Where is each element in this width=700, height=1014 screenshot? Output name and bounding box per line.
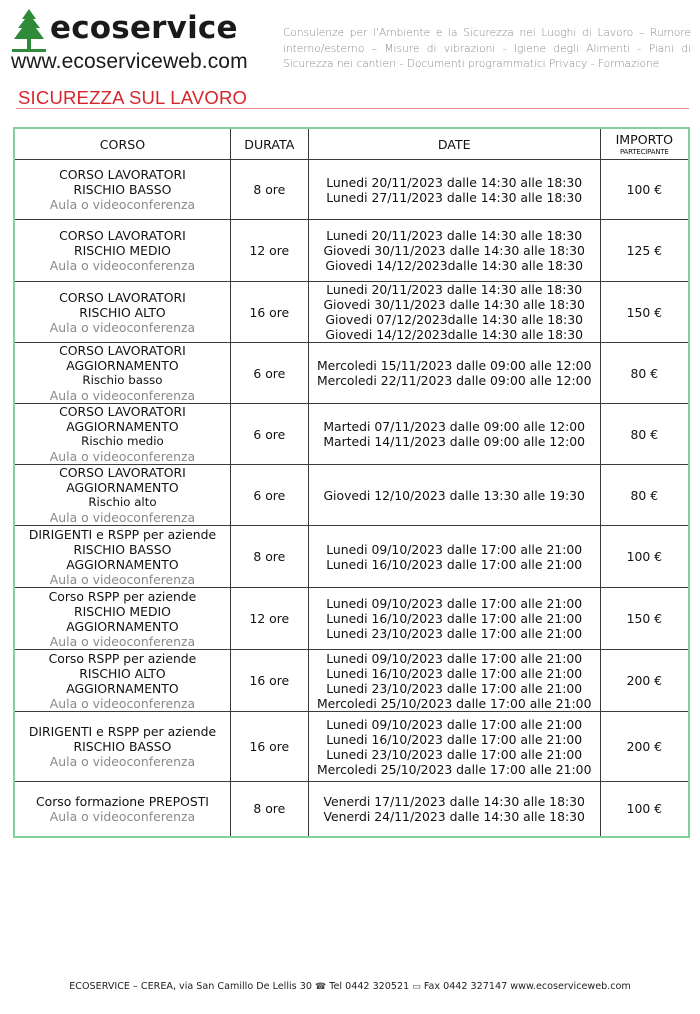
- date-line: Lunedi 20/11/2023 dalle 14:30 alle 18:30: [326, 282, 583, 297]
- cell-importo: 125 €: [600, 220, 689, 282]
- cell-corso: [14, 782, 230, 837]
- cell-durata: 6 ore: [230, 343, 308, 404]
- course-name-line: AGGIORNAMENTO: [66, 618, 179, 634]
- cell-corso: [14, 282, 230, 343]
- course-mode: Aula o videoconferenza: [49, 754, 196, 769]
- cell-corso: [14, 220, 230, 282]
- date-line: Lunedi 16/10/2023 dalle 17:00 alle 21:00: [326, 665, 583, 681]
- date-line: Giovedi 30/11/2023 dalle 14:30 alle 18:30: [323, 297, 585, 312]
- date-line: Venerdi 24/11/2023 dalle 14:30 alle 18:30: [323, 808, 585, 824]
- course-name-line: Corso RSPP per aziende: [48, 588, 197, 604]
- date-line: Mercoledi 25/10/2023 dalle 17:00 alle 21:00: [316, 761, 592, 777]
- header-corso: CORSO: [14, 128, 230, 160]
- cell-date: [308, 650, 600, 712]
- cell-date: [308, 712, 600, 782]
- date-line: Giovedi 12/10/2023 dalle 13:30 alle 19:30: [323, 487, 585, 503]
- course-name-line: AGGIORNAMENTO: [66, 680, 179, 696]
- footer-fax: Fax 0442 327147: [423, 981, 508, 992]
- letterhead: [10, 6, 690, 76]
- cell-importo: 100 €: [600, 526, 689, 588]
- cell-importo: 200 €: [600, 650, 689, 712]
- cell-corso: [14, 650, 230, 712]
- date-line: Lunedi 23/10/2023 dalle 17:00 alle 21:00: [326, 626, 583, 641]
- cell-durata: 8 ore: [230, 782, 308, 837]
- cell-date: [308, 404, 600, 465]
- cell-importo: 80 €: [600, 343, 689, 404]
- cell-durata: 6 ore: [230, 404, 308, 465]
- date-line: Mercoledi 25/10/2023 dalle 17:00 alle 21:00: [316, 695, 592, 711]
- cell-durata: 12 ore: [230, 220, 308, 282]
- date-line: Mercoledi 22/11/2023 dalle 09:00 alle 12:00: [316, 373, 592, 388]
- cell-date: [308, 526, 600, 588]
- course-mode: Aula o videoconferenza: [49, 510, 196, 525]
- header-importo-label: IMPORTO: [615, 131, 674, 147]
- cell-date: [308, 588, 600, 650]
- date-line: Lunedi 09/10/2023 dalle 17:00 alle 21:00: [326, 596, 583, 611]
- cell-importo: 150 €: [600, 282, 689, 343]
- header-durata: DURATA: [230, 128, 308, 160]
- table-row: [14, 782, 689, 837]
- course-name-line: CORSO LAVORATORI: [59, 228, 186, 243]
- cell-durata: 16 ore: [230, 282, 308, 343]
- cell-corso: [14, 465, 230, 526]
- table-row: [14, 343, 689, 404]
- date-line: Lunedi 23/10/2023 dalle 17:00 alle 21:00: [326, 746, 583, 762]
- course-mode: Aula o videoconferenza: [49, 633, 196, 649]
- header-date: DATE: [308, 128, 600, 160]
- date-line: Lunedi 16/10/2023 dalle 17:00 alle 21:00: [326, 556, 583, 572]
- course-mode: Aula o videoconferenza: [49, 197, 196, 212]
- course-name-line: AGGIORNAMENTO: [66, 480, 179, 495]
- cell-date: [308, 220, 600, 282]
- title-divider: [16, 108, 689, 109]
- cell-durata: 16 ore: [230, 712, 308, 782]
- cell-date: [308, 160, 600, 220]
- date-line: Lunedi 09/10/2023 dalle 17:00 alle 21:00: [326, 650, 583, 666]
- course-name-line: CORSO LAVORATORI: [59, 289, 186, 305]
- course-name-line: RISCHIO BASSO: [73, 182, 172, 197]
- cell-importo: 80 €: [600, 465, 689, 526]
- header-importo: [600, 128, 689, 160]
- table-row: [14, 282, 689, 343]
- date-line: Martedi 07/11/2023 dalle 09:00 alle 12:00: [323, 419, 586, 434]
- course-mode: Aula o videoconferenza: [49, 319, 196, 335]
- date-line: Lunedi 20/11/2023 dalle 14:30 alle 18:30: [326, 174, 583, 190]
- table-row: [14, 160, 689, 220]
- footer-phone: Tel 0442 320521: [329, 981, 410, 992]
- course-name-line: Rischio medio: [81, 434, 164, 448]
- tagline: Consulenze per l'Ambiente e la Sicurezza nei Luoghi di Lavoro – Rumore interno/esterno – Misure di vibrazioni - Igiene degli Alimenti - Piani di Sicurezza nei cantieri - Documenti programmatici Privacy - Formazione: [283, 27, 691, 70]
- section-title: SICUREZZA SUL LAVORO: [18, 87, 248, 108]
- phone-icon: ☎: [314, 982, 327, 992]
- course-name-line: AGGIORNAMENTO: [66, 419, 179, 434]
- course-name-line: AGGIORNAMENTO: [66, 358, 179, 373]
- course-mode: Aula o videoconferenza: [49, 449, 196, 464]
- cell-date: [308, 782, 600, 837]
- course-mode: Aula o videoconferenza: [49, 808, 196, 824]
- course-mode: Aula o videoconferenza: [49, 695, 196, 711]
- course-name-line: Rischio alto: [88, 495, 157, 509]
- cell-date: [308, 343, 600, 404]
- brand-url[interactable]: www.ecoserviceweb.com: [11, 50, 248, 73]
- cell-corso: [14, 404, 230, 465]
- course-name-line: RISCHIO BASSO: [73, 739, 172, 754]
- course-name-line: CORSO LAVORATORI: [59, 343, 186, 358]
- course-name-line: RISCHIO BASSO: [73, 541, 172, 557]
- brand-name: ecoservice: [50, 10, 238, 46]
- cell-importo: 200 €: [600, 712, 689, 782]
- course-name-line: DIRIGENTI e RSPP per aziende: [28, 724, 217, 739]
- course-mode: Aula o videoconferenza: [49, 571, 196, 587]
- date-line: Lunedi 23/10/2023 dalle 17:00 alle 21:00: [326, 680, 583, 696]
- tree-logo-icon: [12, 8, 46, 52]
- table-row: [14, 465, 689, 526]
- course-name-line: Corso formazione PREPOSTI: [35, 793, 209, 809]
- cell-corso: [14, 712, 230, 782]
- cell-durata: 16 ore: [230, 650, 308, 712]
- table-row: [14, 220, 689, 282]
- footer: [0, 981, 700, 992]
- table-header-row: [14, 128, 689, 160]
- courses-table: [13, 127, 690, 838]
- date-line: Lunedi 20/11/2023 dalle 14:30 alle 18:30: [326, 228, 583, 243]
- cell-importo: 100 €: [600, 160, 689, 220]
- cell-durata: 8 ore: [230, 160, 308, 220]
- cell-durata: 6 ore: [230, 465, 308, 526]
- header-importo-sub: PARTECIPANTE: [619, 147, 669, 156]
- date-line: Giovedi 14/12/2023dalle 14:30 alle 18:30: [325, 327, 583, 342]
- fax-icon: ▭: [412, 982, 421, 992]
- table-row: [14, 650, 689, 712]
- cell-corso: [14, 588, 230, 650]
- course-name-line: DIRIGENTI e RSPP per aziende: [28, 526, 217, 542]
- course-name-line: Corso RSPP per aziende: [48, 650, 197, 666]
- date-line: Lunedi 09/10/2023 dalle 17:00 alle 21:00: [326, 716, 583, 732]
- cell-date: [308, 282, 600, 343]
- table-row: [14, 712, 689, 782]
- date-line: Lunedi 16/10/2023 dalle 17:00 alle 21:00: [326, 731, 583, 747]
- course-name-line: AGGIORNAMENTO: [66, 556, 179, 572]
- courses-body: [14, 160, 689, 837]
- cell-durata: 8 ore: [230, 526, 308, 588]
- cell-corso: [14, 160, 230, 220]
- date-line: Martedi 14/11/2023 dalle 09:00 alle 12:00: [323, 434, 586, 449]
- date-line: Mercoledi 15/11/2023 dalle 09:00 alle 12:00: [316, 358, 592, 373]
- cell-importo: 150 €: [600, 588, 689, 650]
- course-name-line: CORSO LAVORATORI: [59, 465, 186, 480]
- cell-importo: 100 €: [600, 782, 689, 837]
- date-line: Giovedi 14/12/2023dalle 14:30 alle 18:30: [325, 258, 583, 273]
- date-line: Giovedi 30/11/2023 dalle 14:30 alle 18:30: [323, 243, 585, 258]
- date-line: Giovedi 07/12/2023dalle 14:30 alle 18:30: [325, 312, 583, 327]
- course-name-line: CORSO LAVORATORI: [59, 167, 186, 182]
- cell-corso: [14, 343, 230, 404]
- footer-address: ECOSERVICE – CEREA, via San Camillo De Lellis 30: [69, 981, 312, 992]
- date-line: Lunedi 16/10/2023 dalle 17:00 alle 21:00: [326, 611, 583, 626]
- date-line: Venerdi 17/11/2023 dalle 14:30 alle 18:30: [323, 793, 585, 809]
- cell-corso: [14, 526, 230, 588]
- cell-date: [308, 465, 600, 526]
- footer-web[interactable]: www.ecoserviceweb.com: [510, 981, 631, 992]
- course-name-line: RISCHIO MEDIO: [73, 603, 171, 619]
- table-row: [14, 404, 689, 465]
- course-name-line: RISCHIO ALTO: [79, 304, 166, 320]
- date-line: Lunedi 27/11/2023 dalle 14:30 alle 18:30: [326, 189, 583, 205]
- course-mode: Aula o videoconferenza: [49, 258, 196, 273]
- cell-durata: 12 ore: [230, 588, 308, 650]
- course-name-line: RISCHIO MEDIO: [73, 243, 171, 258]
- course-name-line: RISCHIO ALTO: [79, 665, 166, 681]
- course-name-line: Rischio basso: [82, 373, 163, 387]
- table-row: [14, 526, 689, 588]
- table-row: [14, 588, 689, 650]
- date-line: Lunedi 09/10/2023 dalle 17:00 alle 21:00: [326, 541, 583, 557]
- cell-importo: 80 €: [600, 404, 689, 465]
- course-name-line: CORSO LAVORATORI: [59, 404, 186, 419]
- course-mode: Aula o videoconferenza: [49, 388, 196, 403]
